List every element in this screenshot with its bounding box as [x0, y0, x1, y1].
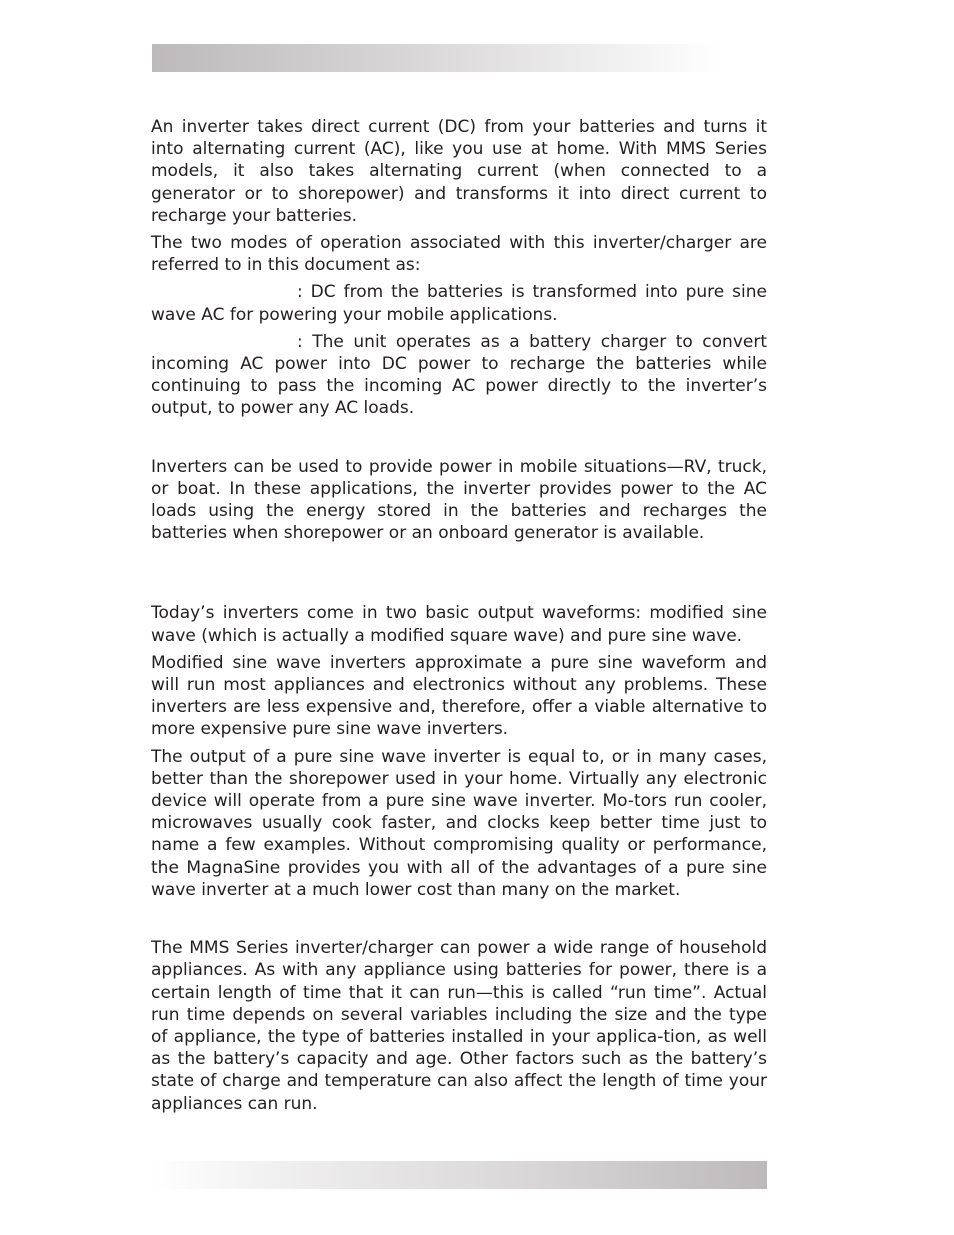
paragraph-inverter-intro: An inverter takes direct current (DC) from your batteries and turns it into alternating current (AC), like you use at home. With MMS Series models, it also takes alternating current (when connected to a generator or to shorepower) and transforms it into direct current to recharge your batteries. [151, 117, 767, 226]
header-bar [152, 44, 722, 72]
paragraph-waveforms: Today’s inverters come in two basic output waveforms: modified sine wave (which is actually a modified square wave) and pure sine wave. [151, 603, 767, 646]
paragraph-standby-mode [151, 331, 767, 420]
inverter-mode-text: : DC from the batteries is transformed into pure sine wave AC for powering your mobile applications. [151, 282, 767, 325]
paragraph-modified-sine: Modified sine wave inverters approximate a pure sine waveform and will run most appliances and electronics without any problems. These inverters are less expensive and, therefore, offer a viable alternative to more expensive pure sine wave inverters. [151, 652, 767, 740]
page-content [151, 116, 767, 1115]
paragraph-run-time: The MMS Series inverter/charger can power a wide range of household appliances. As with any appliance using batteries for power, there is a certain length of time that it can run—this is called “run time”. Actual run time depends on several variables including the size and the type of appliance, the type of batteries installed in your applica-tion, as well as the battery’s capacity and age. Other factors such as the battery’s state of charge and temperature can also affect the length of time your appliances can run. [151, 938, 767, 1114]
standby-mode-text: : The unit operates as a battery charger to convert incoming AC power into DC power to recharge the batteries while continuing to pass the incoming AC power directly to the inverter’s output, to power any AC loads. [151, 331, 767, 419]
footer-bar [152, 1161, 767, 1189]
paragraph-modes-intro: The two modes of operation associated with this inverter/charger are referred to in this document as: [151, 233, 767, 276]
paragraph-inverter-mode [151, 281, 767, 325]
paragraph-pure-sine: The output of a pure sine wave inverter is equal to, or in many cases, better than the shorepower used in your home. Virtually any electronic device will operate from a pure sine wave inverter. Mo-tors run cooler, microwaves usually cook faster, and clocks keep better time just to name a few examples. Without compromising quality or performance, the MagnaSine provides you with all of the advantages of a pure sine wave inverter at a much lower cost than many on the market. [151, 746, 767, 900]
paragraph-applications: Inverters can be used to provide power in mobile situations—RV, truck, or boat. In these applications, the inverter provides power to the AC loads using the energy stored in the batteries and recharges the batteries when shorepower or an onboard generator is available. [151, 456, 767, 544]
